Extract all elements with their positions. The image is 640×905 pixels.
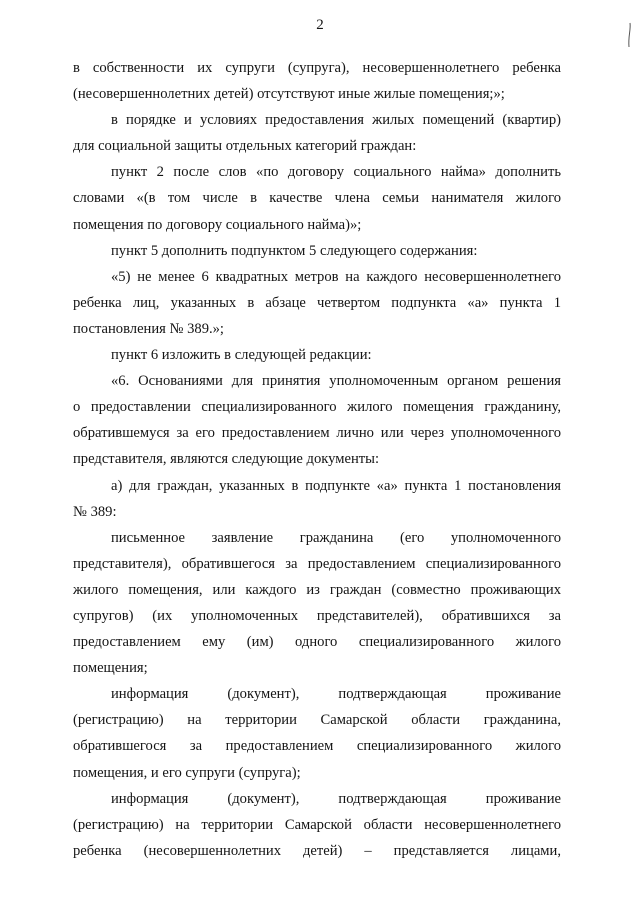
text-line: помещения;: [73, 660, 148, 677]
text-line: пункт 6 изложить в следующей редакции:: [111, 347, 372, 364]
text-line: обратившемуся за его предоставлением лично или через уполномоченного: [73, 425, 561, 442]
text-line: постановления № 389.»;: [73, 320, 224, 337]
text-line: пункт 5 дополнить подпунктом 5 следующего содержания:: [111, 242, 478, 259]
text-line: информация (документ), подтверждающая проживание: [111, 686, 561, 703]
paragraph: [73, 786, 561, 864]
page-number: 2: [316, 17, 324, 33]
paragraph: [73, 264, 561, 342]
text-line: (регистрацию) на территории Самарской области несовершеннолетнего: [73, 816, 561, 833]
text-line: ребенка лиц, указанных в абзаце четвертом подпункта «а» пункта 1: [73, 294, 561, 311]
paragraph: [73, 368, 561, 472]
text-line: «5) не менее 6 квадратных метров на каждого несовершеннолетнего: [111, 268, 561, 285]
text-line: ребенка (несовершеннолетних детей) – представляется лицами,: [73, 842, 561, 859]
text-line: а) для граждан, указанных в подпункте «а» пункта 1 постановления: [111, 477, 561, 494]
paragraph: [73, 55, 561, 107]
text-line: в собственности их супруги (супруга), несовершеннолетнего ребенка: [73, 60, 561, 76]
text-line: супругов) (их уполномоченных представителей), обратившихся за: [73, 607, 561, 624]
paragraph: [73, 681, 561, 785]
text-line: пункт 2 после слов «по договору социального найма» дополнить: [111, 164, 561, 181]
text-line: в порядке и условиях предоставления жилых помещений (квартир): [111, 112, 561, 129]
paragraph: [73, 342, 561, 368]
text-line: (несовершеннолетних детей) отсутствуют иные жилые помещения;»;: [73, 86, 505, 103]
text-line: помещения по договору социального найма)»;: [73, 216, 362, 233]
text-line: для социальной защиты отдельных категорий граждан:: [73, 138, 417, 155]
text-line: представителя, являются следующие документы:: [73, 451, 379, 468]
paragraph: [73, 525, 561, 682]
margin-mark-icon: [622, 22, 636, 48]
paragraph: [73, 238, 561, 264]
text-line: обратившегося за предоставлением специализированного жилого: [73, 738, 561, 755]
text-line: представителя), обратившегося за предоставлением специализированного: [73, 555, 561, 572]
text-line: словами «(в том числе в качестве члена семьи нанимателя жилого: [73, 190, 561, 207]
text-line: (регистрацию) на территории Самарской области гражданина,: [73, 712, 561, 729]
text-line: письменное заявление гражданина (его уполномоченного: [111, 529, 561, 546]
document-body: [73, 55, 561, 864]
text-line: о предоставлении специализированного жилого помещения гражданину,: [73, 399, 561, 416]
text-line: № 389:: [73, 503, 117, 520]
text-line: информация (документ), подтверждающая проживание: [111, 790, 561, 807]
paragraph: [73, 107, 561, 159]
text-line: предоставлением ему (им) одного специализированного жилого: [73, 634, 561, 651]
text-line: жилого помещения, или каждого из граждан (совместно проживающих: [73, 581, 561, 598]
paragraph: [73, 159, 561, 237]
text-line: «6. Основаниями для принятия уполномоченным органом решения: [111, 373, 561, 390]
paragraph: [73, 473, 561, 525]
text-line: помещения, и его супруги (супруга);: [73, 764, 301, 781]
